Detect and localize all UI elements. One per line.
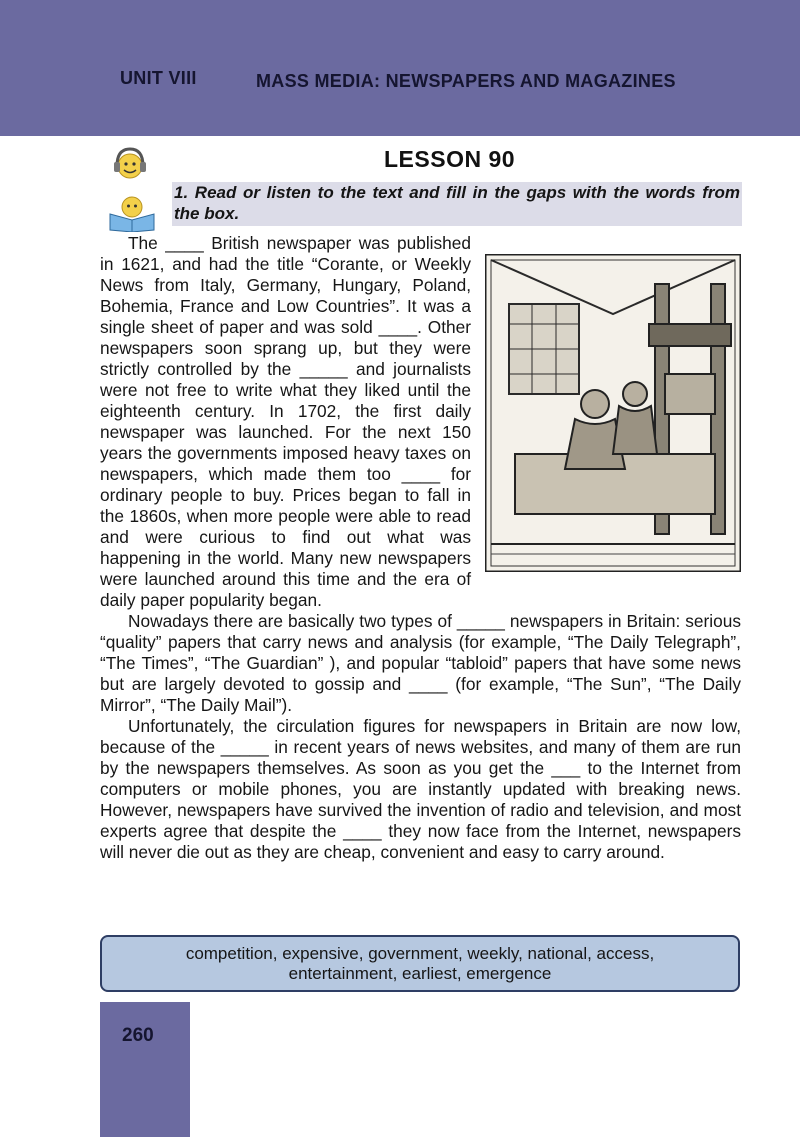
unit-header-bar (0, 0, 800, 136)
page-number: 260 (122, 1025, 154, 1046)
word-box-line: competition, expensive, government, weekly, national, access, (185, 943, 655, 963)
printing-press-illustration (485, 254, 741, 572)
page-number-tab (100, 1002, 190, 1137)
unit-label: UNIT VIII (120, 68, 197, 88)
paragraph: Unfortunately, the circulation figures for newspapers in Britain are now low, because of the _____ in recent years of news websites, and many of them are run by the newspapers themselves. As soon as you get the ___ to the Internet from computers or mobile phones, you are instantly updated with breaking news. However, newspapers have survived the invention of radio and television, and most experts agree that despite the ____ they now face from the Internet, newspapers will never die out as they are cheap, convenient and easy to carry around. (100, 716, 741, 862)
paragraph: The ____ British newspaper was published in 1621, and had the title “Corante, or Weekly News from Italy, Germany, Hungary, Poland, Bohemia, France and Low Countries”. It was a single sheet of paper and was sold ____. Other newspapers soon sprang up, but they were strictly controlled by the _____ and journalists were not free to write what they liked until the eighteenth century. In 1702, the first daily newspaper was launched. For the next 150 years the governments imposed heavy taxes on newspapers, which made them too ____ for ordinary people to buy. Prices began to fall in the 1860s, when more people were able to read and were curious to find out what was happening in the world. Many new newspapers were launched around this time and the era of daily paper popularity began. (100, 233, 471, 610)
lesson-title: LESSON 90 (384, 146, 516, 172)
unit-title: MASS MEDIA: NEWSPAPERS AND MAGAZINES (256, 71, 676, 91)
task-instruction: 1. Read or listen to the text and fill in the gaps with the words from the box. (174, 183, 740, 223)
word-box-line: entertainment, earliest, emergence (288, 963, 552, 983)
paragraph: Nowadays there are basically two types of _____ newspapers in Britain: serious “quality” papers that carry news and analysis (for example, “The Daily Telegraph”, “The Times”, “The Guardian” ), and popular “tabloid” papers that have some news but are largely devoted to gossip and ____ (for example, “The Sun”, “The Daily Mirror”, “The Daily Mail”). (100, 611, 741, 715)
task-instruction-box (172, 182, 742, 226)
word-box (100, 935, 740, 992)
article-text (100, 233, 741, 863)
book-reader-icon (106, 194, 158, 232)
headphones-smiley-icon (112, 144, 148, 184)
